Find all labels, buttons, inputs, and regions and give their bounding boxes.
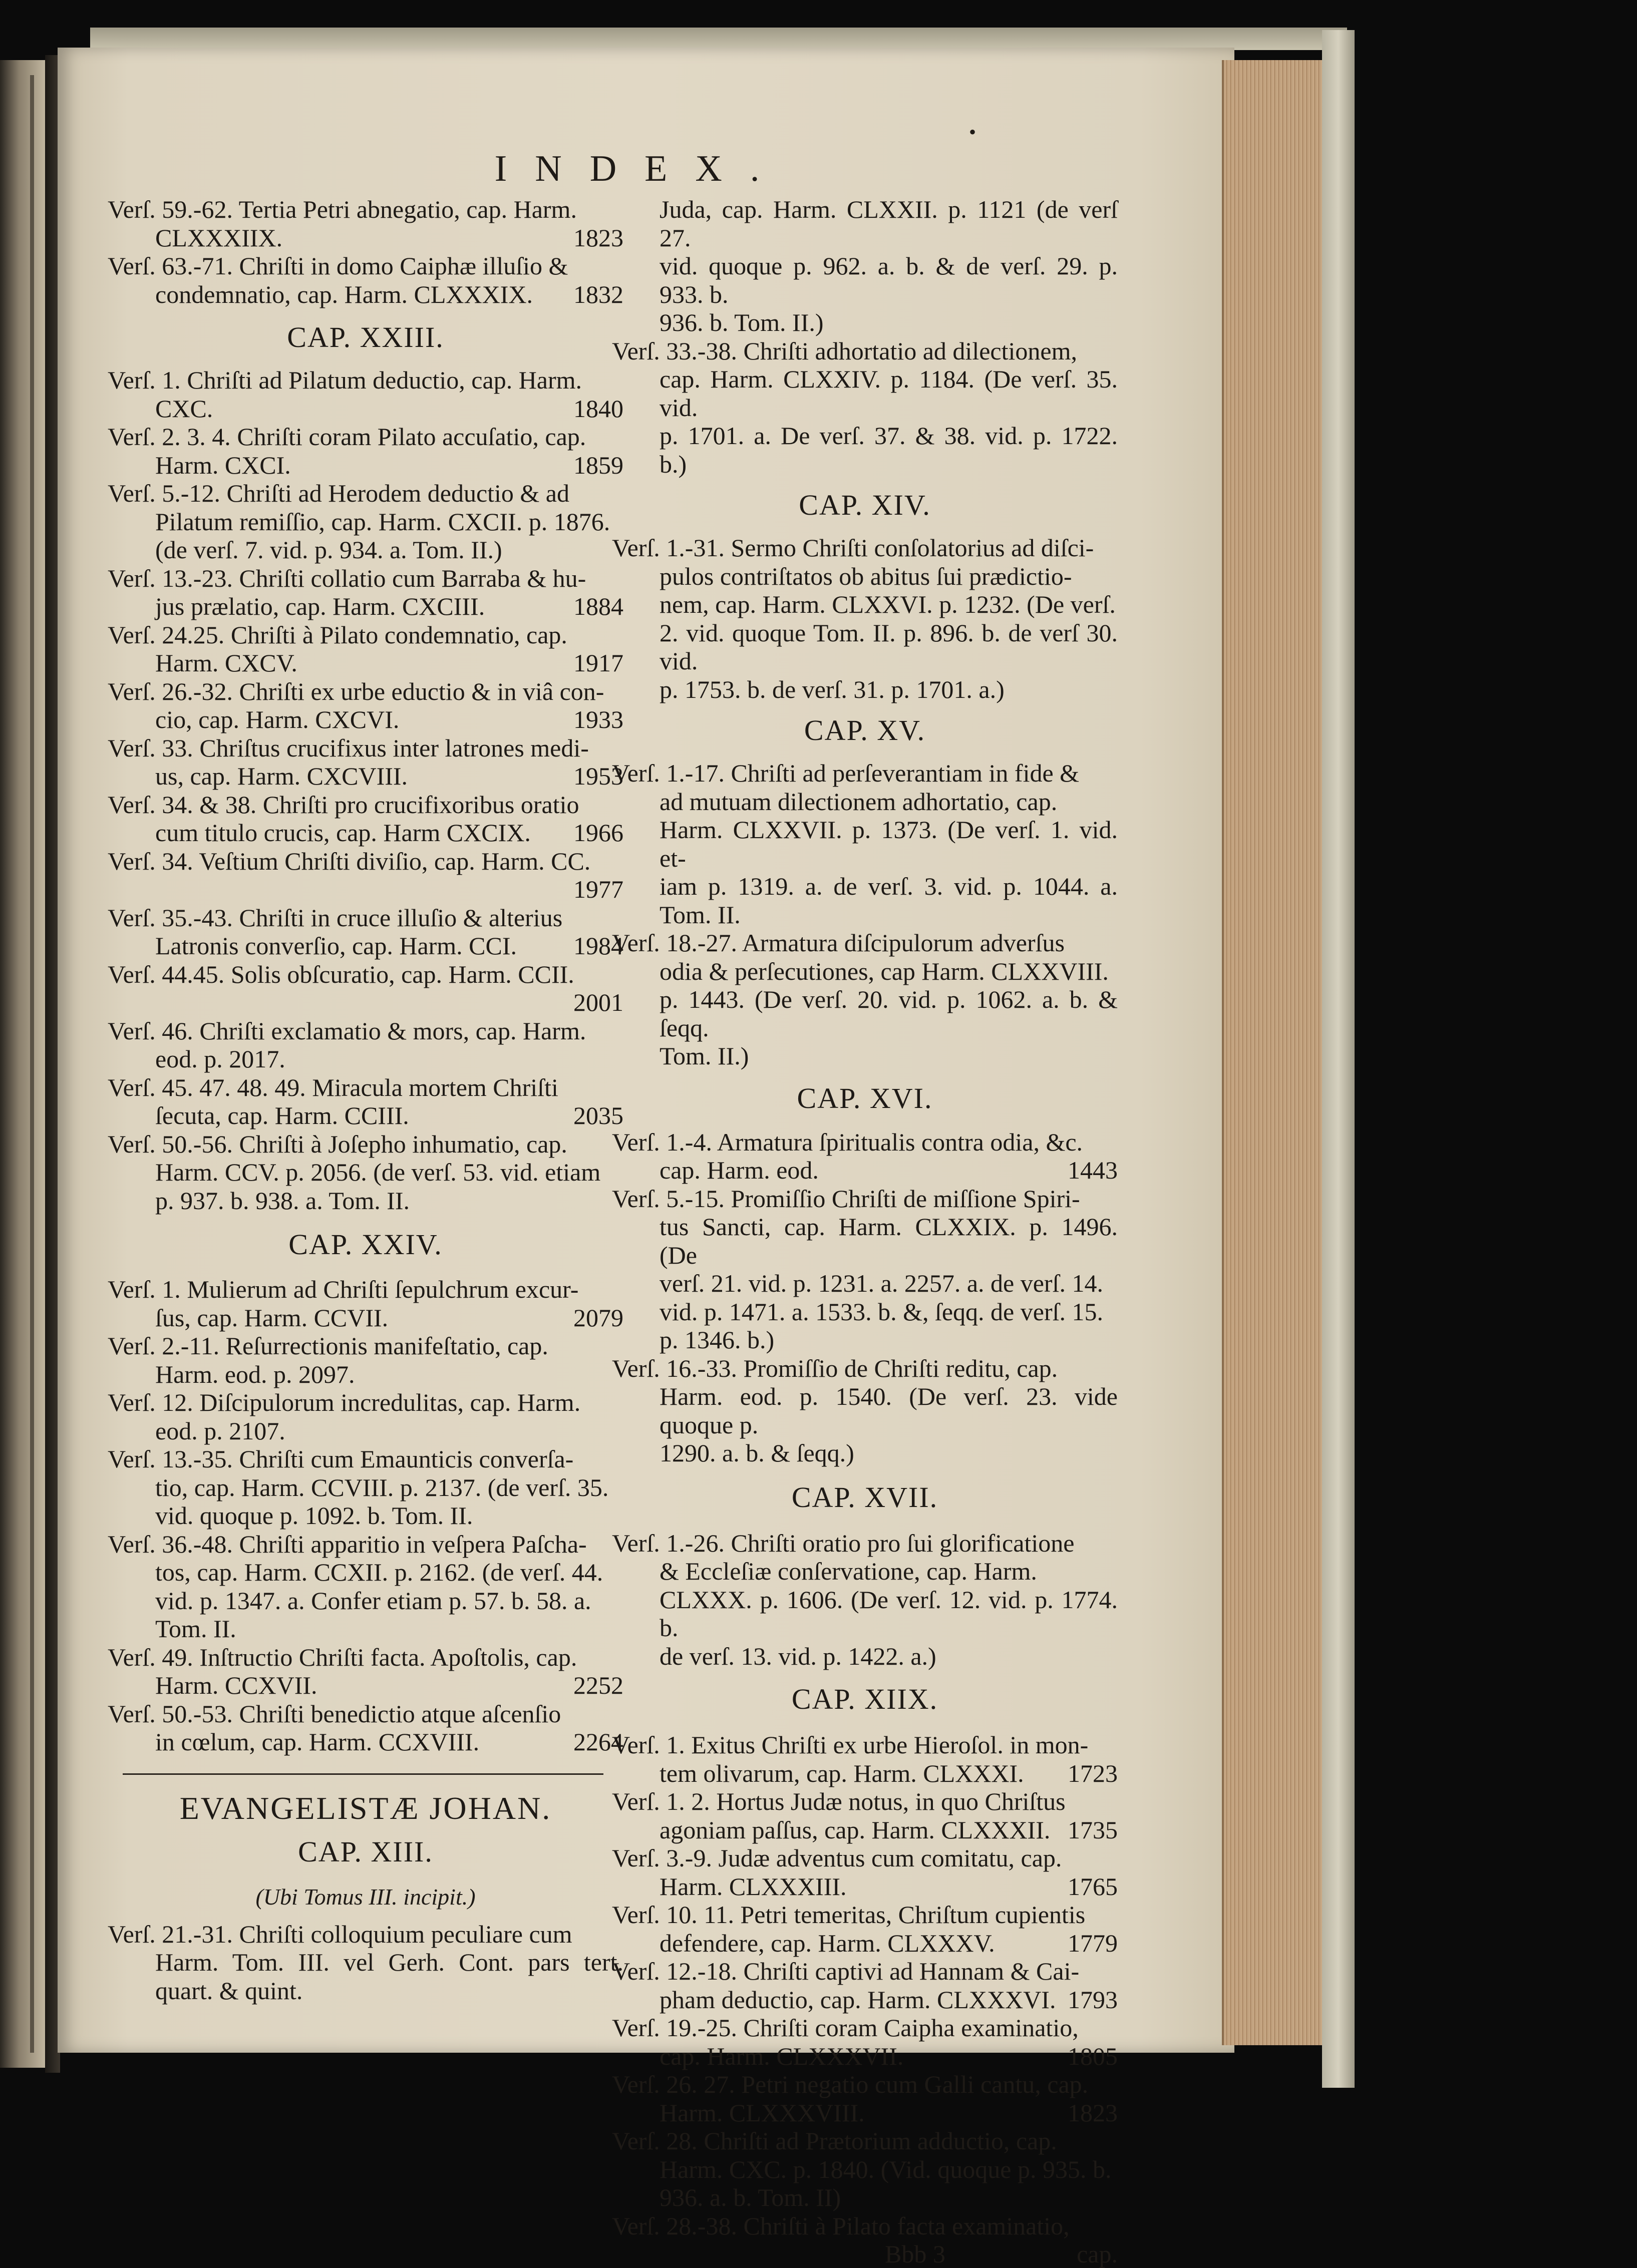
index-entry: Verſ. 1. Chriſti ad Pilatum deductio, cap. Harm. CXC. 1840 [108,366,623,423]
index-entry: Verſ. 36.-48. Chriſti apparitio in veſpera Paſcha- tos, cap. Harm. CCXII. p. 2162. (de verſ. 44. vid. p. 1347. a. Confer etiam p. 57. b. 58. a. Tom. II. [108,1530,603,1643]
index-entry: Verſ. 1. 2. Hortus Judæ notus, in quo Chriſtus agoniam paſſus, cap. Harm. CLXXXII. 1735 [612,1787,1118,1844]
index-entry: Verſ. 1.-4. Armatura ſpiritualis contra odia, &c. cap. Harm. eod. 1443 [612,1127,1118,1184]
index-entry: Verſ. 1.-26. Chriſti oratio pro ſui glorificatione & Eccleſiæ conſervatione, cap. Harm. CLXXX. p. 1606. (De verſ. 12. vid. p. 1774. b. de verſ. 13. vid. p. 1422. a.) [612,1529,1118,1670]
index-entry: Verſ. 16.-33. Promiſſio de Chriſti reditu, cap. Harm. eod. p. 1540. (De verſ. 23. vide quoque p. 1290. a. b. & ſeqq.) [612,1354,1118,1467]
index-entry: Verſ. 28.-38. Chriſti à Pilato facta examinatio, [612,2211,1070,2240]
chapter-heading: CAP. XXIV. [288,1228,443,1261]
index-entry: Verſ. 12.-18. Chriſti captivi ad Hannam & Cai- pham deductio, cap. Harm. CLXXXVI. 1793 [612,1957,1118,2014]
index-entry: Verſ. 33. Chriſtus crucifixus inter latrones medi- us, cap. Harm. CXCVIII. 1953 [108,733,623,790]
tome-note: (Ubi Tomus III. incipit.) [255,1883,476,1910]
index-entry-continued: Juda, cap. Harm. CLXXII. p. 1121 (de verſ 27. vid. quoque p. 962. a. b. & de verſ. 29. p. 933. b. 936. b. Tom. II.) [660,195,1118,336]
index-entry: Verſ. 26.-32. Chriſti ex urbe eductio & in viâ con- cio, cap. Harm. CXCVI. 1933 [108,677,623,733]
chapter-heading: CAP. XIIX. [791,1683,938,1715]
index-entry: Verſ. 49. Inſtructio Chriſti facta. Apoſtolis, cap. Harm. CCXVII. 2252 [108,1643,623,1699]
index-entry: Verſ. 2.-11. Reſurrectionis manifeſtatio, cap. Harm. eod. p. 2097. [108,1332,548,1388]
index-entry: Verſ. 45. 47. 48. 49. Miracula mortem Chriſti ſecuta, cap. Harm. CCIII. 2035 [108,1073,623,1129]
section-title: EVANGELISTÆ JOHAN. [179,1790,552,1826]
book-cover-edge [1322,30,1355,2088]
index-entry: Verſ. 18.-27. Armatura diſcipulorum adverſus odia & perſecutiones, cap Harm. CLXXVIII. p. 1443. (De verſ. 20. vid. p. 1062. a. b. & ſeqq. Tom. II.) [612,929,1118,1070]
index-entry: Verſ. 10. 11. Petri temeritas, Chriſtum cupientis defendere, cap. Harm. CLXXXV. 1779 [612,1901,1118,1957]
chapter-heading: CAP. XVI. [797,1081,933,1114]
index-entry: Verſ. 13.-35. Chriſti cum Emaunticis converſa- tio, cap. Harm. CCVIII. p. 2137. (de verſ. 35. vid. quoque p. 1092. b. Tom. II. [108,1445,609,1530]
left-page-edge [30,75,34,2053]
index-entry: Verſ. 63.-71. Chriſti in domo Caiphæ illuſio & condemnatio, cap. Harm. CLXXXIX. 1832 [108,252,623,308]
index-entry: Verſ. 2. 3. 4. Chriſti coram Pilato accuſatio, cap. Harm. CXCI. 1859 [108,423,623,479]
header-dot: • [969,121,976,143]
index-entry: Verſ. 1. Mulierum ad Chriſti ſepulchrum excur- ſus, cap. Harm. CCVII. 2079 [108,1275,623,1332]
index-entry: Verſ. 33.-38. Chriſti adhortatio ad dilectionem, cap. Harm. CLXXIV. p. 1184. (De verſ. 35. vid. p. 1701. a. De verſ. 37. & 38. vid. p. 1722. b.) [612,336,1118,478]
index-entry: Verſ. 3.-9. Judæ adventus cum comitatu, cap. Harm. CLXXXIII. 1765 [612,1844,1118,1901]
index-entry: Verſ. 13.-23. Chriſti collatio cum Barraba & hu- jus prælatio, cap. Harm. CXCIII. 1884 [108,564,623,620]
index-entry: Verſ. 35.-43. Chriſti in cruce illuſio & alterius Latronis converſio, cap. Harm. CCI. 1984 [108,903,623,960]
index-entry: Verſ. 1.-31. Sermo Chriſti conſolatorius ad diſci- pulos contriſtatos ob abitus ſui prædictio- nem, cap. Harm. CLXXVI. p. 1232. (De verſ. 2. vid. quoque Tom. II. p. 896. b. de verſ 30. vid. p. 1753. b. de verſ. 31. p. 1701. a.) [612,534,1118,703]
index-entry: Verſ. 59.-62. Tertia Petri abnegatio, cap. Harm. CLXXXIIX. 1823 [108,195,623,252]
index-entry: Verſ. 50.-53. Chriſti benedictio atque aſcenſio in cœlum, cap. Harm. CCXVIII. 2264 [108,1699,623,1756]
index-entry: Verſ. 5.-12. Chriſti ad Herodem deductio & ad Pilatum remiſſio, cap. Harm. CXCII. p. 1876. (de verſ. 7. vid. p. 934. a. Tom. II.) [108,479,610,564]
index-entry: Verſ. 50.-56. Chriſti à Joſepho inhumatio, cap. Harm. CCV. p. 2056. (de verſ. 53. vid. etiam p. 937. b. 938. a. Tom. II. [108,1129,601,1215]
left-column [108,195,623,2005]
index-entry: Verſ. 24.25. Chriſti à Pilato condemnatio, cap. Harm. CXCV. 1917 [108,620,623,677]
page-header [58,121,1224,190]
chapter-heading: CAP. XIII. [298,1835,433,1868]
index-entry: Verſ. 34. & 38. Chriſti pro crucifixoribus oratio cum titulo crucis, cap. Harm CXCIX. 1966 [108,790,623,847]
index-entry: Verſ. 12. Diſcipulorum incredulitas, cap. Harm. eod. p. 2107. [108,1388,581,1445]
index-entry: Verſ. 19.-25. Chriſti coram Caipha examinatio, cap. Harm. CLXXXVII. 1805 [612,2014,1118,2070]
index-entry: Verſ. 28. Chriſti ad Prætorium adductio, cap. Harm. CXC. p. 1840. (Vid. quoque p. 935. b. 936. a. b. Tom. II) [612,2127,1112,2211]
left-page-fragment [0,60,48,2068]
index-entry: Verſ. 34. Veſtium Chriſti diviſio, cap. Harm. CC. 1977 [108,847,623,903]
chapter-heading: CAP. XVII. [791,1480,938,1514]
chapter-heading: CAP. XIV. [799,489,931,521]
index-entry: Verſ. 26. 27. Petri negatio cum Galli cantu, cap. Harm. CLXXXVIII. 1823 [612,2070,1118,2127]
page-title: INDEX. [494,148,788,189]
index-entry: Verſ. 5.-15. Promiſſio Chriſti de miſſione Spiri- tus Sancti, cap. Harm. CLXXIX. p. 1496. (De verſ. 21. vid. p. 1231. a. 2257. a. de verſ. 14. vid. p. 1471. a. 1533. b. &, ſeqq. de verſ. 15. p. 1346. b.) [612,1184,1118,1354]
chapter-heading: CAP. XV. [804,714,926,746]
signature-mark: Bbb 3 [885,2240,945,2268]
book-cover-top-edge [90,28,1347,50]
index-entry: Verſ. 46. Chriſti exclamatio & mors, cap. Harm. eod. p. 2017. [108,1016,586,1073]
catchword: cap. [1077,2240,1118,2268]
page-fore-edge [1222,60,1331,2045]
index-entry: Verſ. 44.45. Solis obſcuratio, cap. Harm. CCII. 2001 [108,960,623,1016]
right-column [612,195,1118,2268]
index-entry: Verſ. 1. Exitus Chriſti ex urbe Hieroſol. in mon- tem olivarum, cap. Harm. CLXXXI. 1723 [612,1731,1118,1787]
section-divider [123,1773,603,1775]
index-entry: Verſ. 21.-31. Chriſti colloquium peculiare cum Harm. Tom. III. vel Gerh. Cont. pars tert. quart. & quint. [108,1920,623,2005]
index-entry: Verſ. 1.-17. Chriſti ad perſeverantiam in fide & ad mutuam dilectionem adhortatio, cap. Harm. CLXXVII. p. 1373. (De verſ. 1. vid. et- iam p. 1319. a. de verſ. 3. vid. p. 1044. a. Tom. II. [612,759,1118,929]
chapter-heading: CAP. XXIII. [287,321,444,353]
